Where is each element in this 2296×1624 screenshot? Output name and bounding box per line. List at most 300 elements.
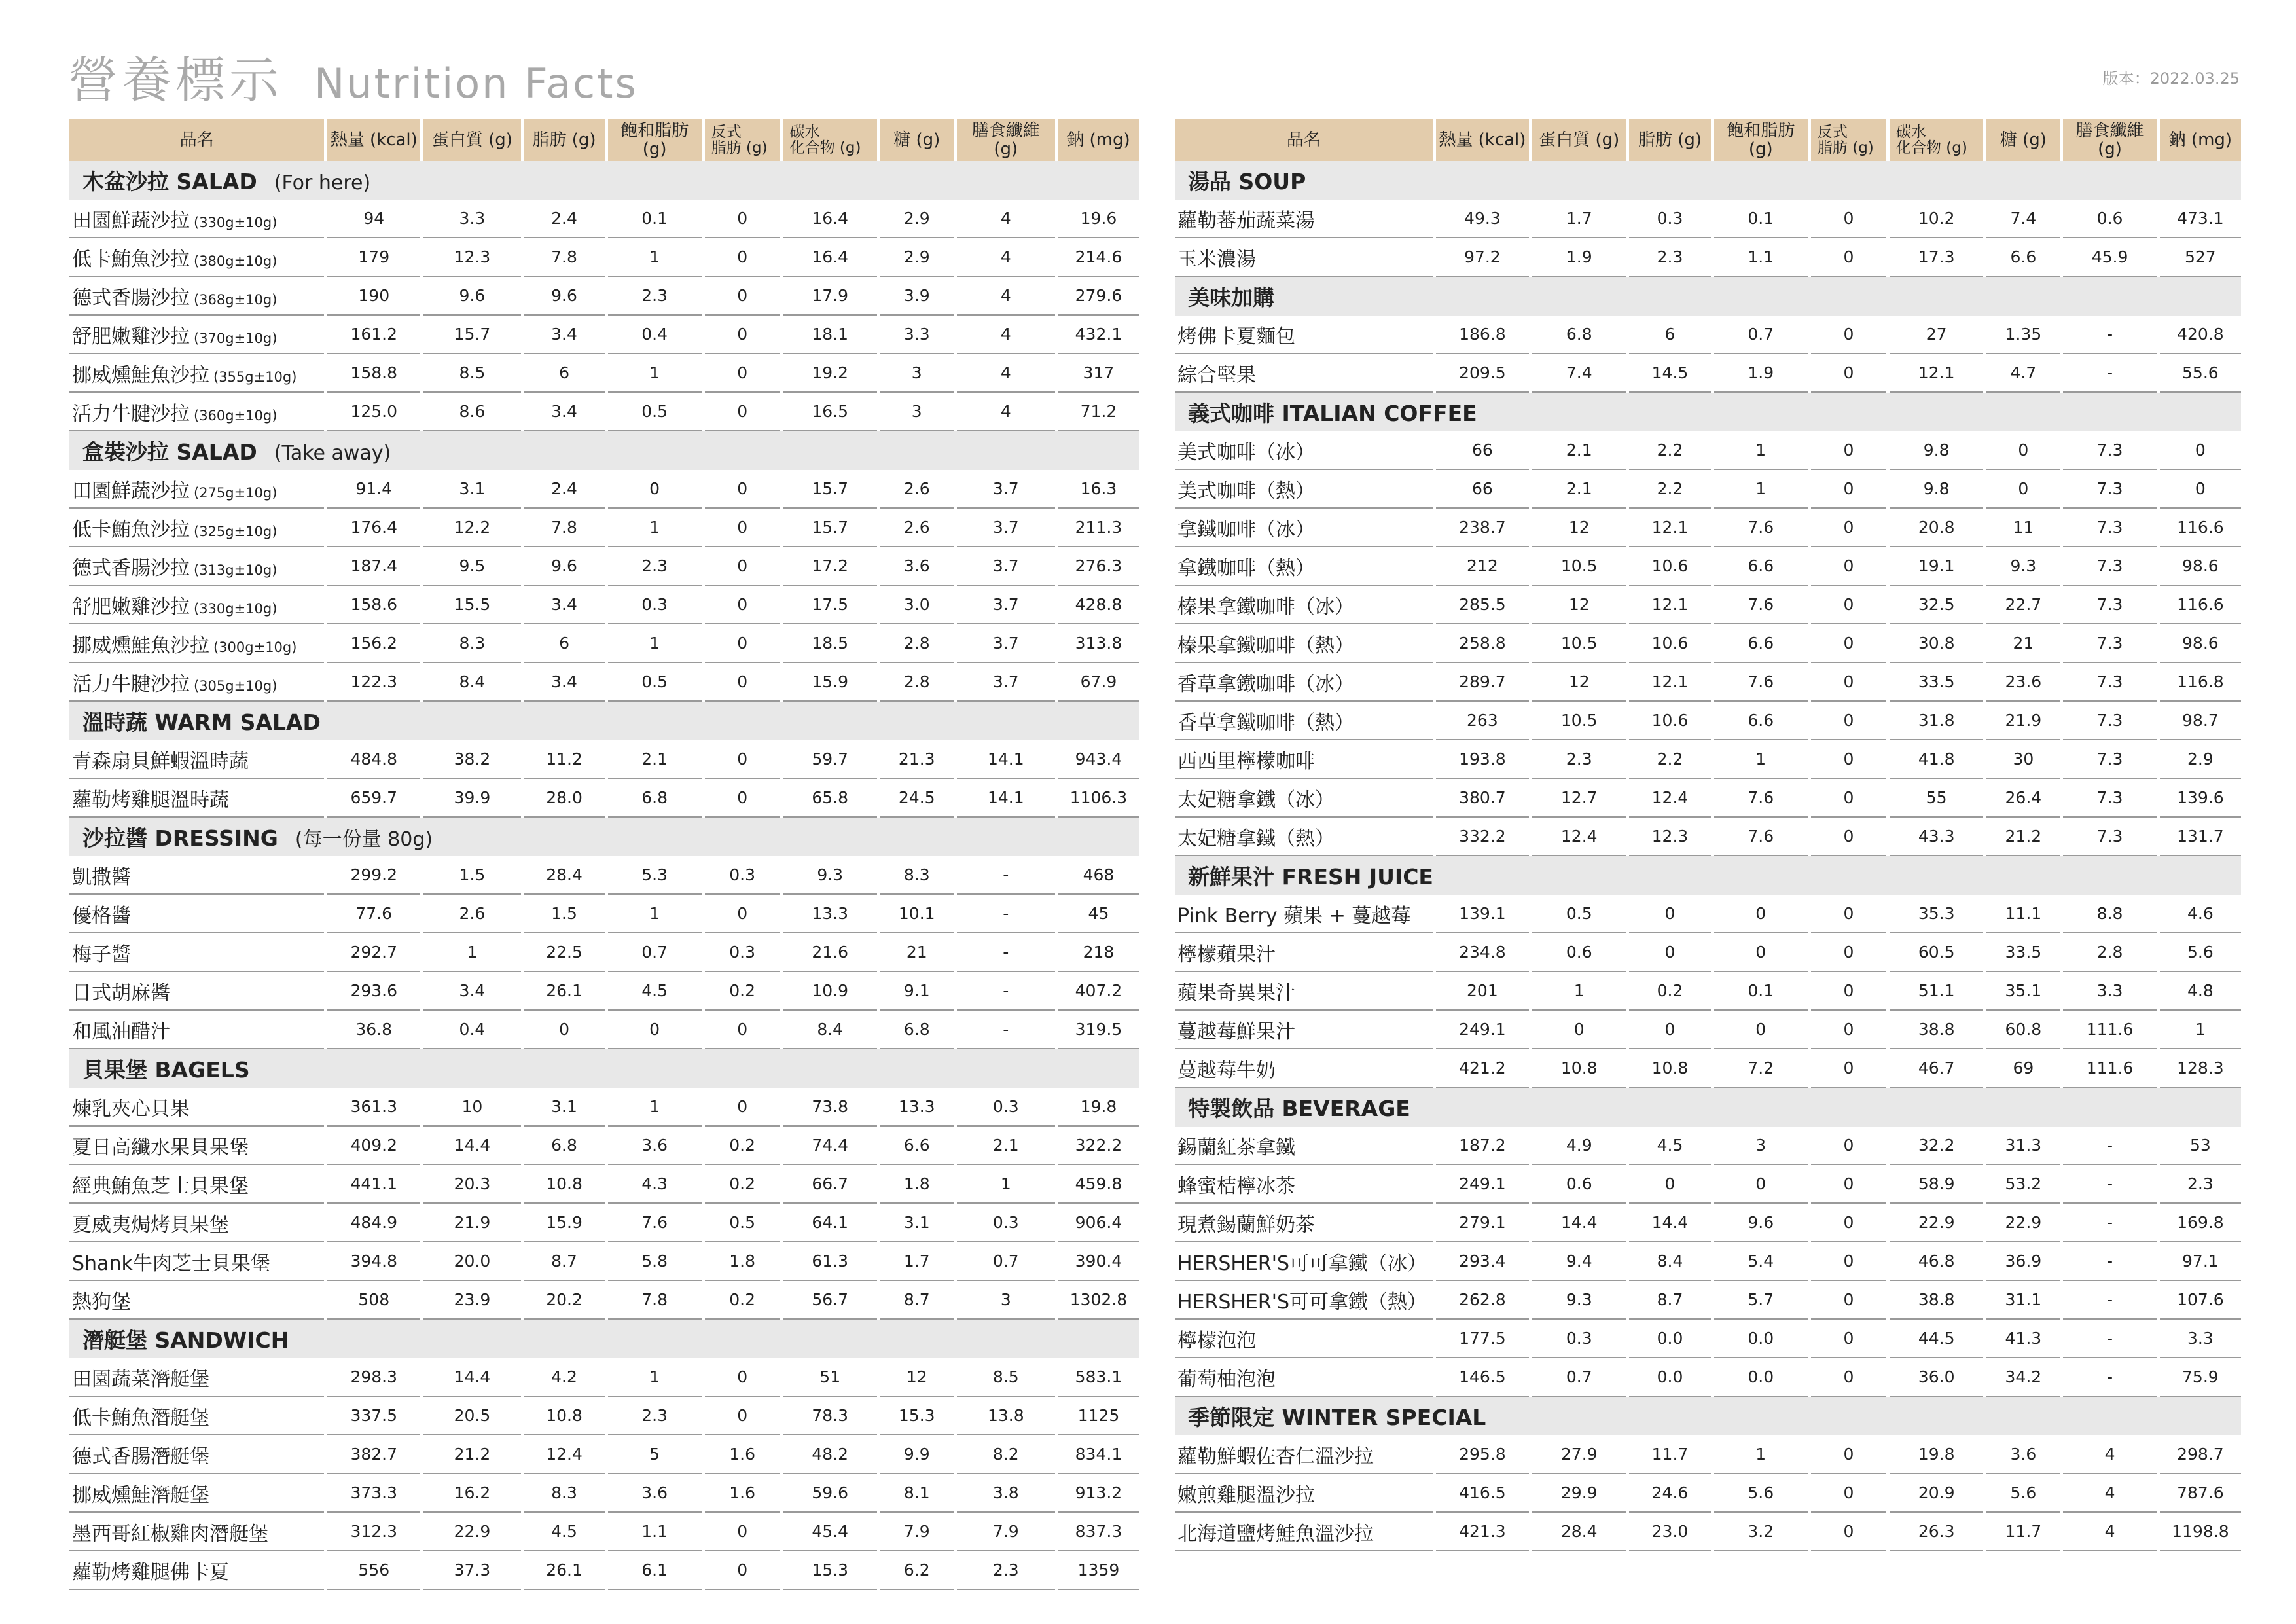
item-name: 榛果拿鐵咖啡（冰） — [1177, 595, 1354, 619]
item-weight: (368g±10g) — [194, 291, 278, 308]
value-fat: 0 — [1629, 1011, 1710, 1049]
item-name: 蔓越莓鮮果汁 — [1177, 1020, 1295, 1043]
value-transfat: 0 — [1811, 1204, 1886, 1242]
item-name: 夏日高纖水果貝果堡 — [72, 1136, 249, 1159]
value-fiber: - — [957, 933, 1055, 972]
item-name: 墨西哥紅椒雞肉潛艇堡 — [72, 1522, 268, 1545]
value-carb: 9.8 — [1890, 431, 1983, 470]
value-fiber: - — [957, 1011, 1055, 1049]
value-fat: 3.1 — [524, 1088, 605, 1127]
value-transfat: 0 — [1811, 470, 1886, 509]
value-kcal: 238.7 — [1436, 509, 1529, 547]
table-row — [69, 740, 1139, 779]
value-transfat: 0 — [1811, 1358, 1886, 1397]
value-satfat: 0.3 — [608, 586, 702, 624]
item-name-cell — [1175, 586, 1433, 624]
item-name-cell — [69, 200, 324, 238]
value-protein: 10.5 — [1532, 547, 1626, 586]
value-carb: 51.1 — [1890, 972, 1983, 1011]
table-row — [69, 1088, 1139, 1127]
value-sugar: 3.0 — [880, 586, 954, 624]
item-name: 活力牛腱沙拉 — [72, 672, 190, 696]
value-fat: 9.6 — [524, 547, 605, 586]
page-title — [68, 41, 638, 109]
value-carb: 16.5 — [783, 393, 877, 431]
value-fat: 2.3 — [1629, 238, 1710, 277]
item-name-cell — [1175, 200, 1433, 238]
value-transfat: 0 — [1811, 238, 1886, 277]
value-fat: 9.6 — [524, 277, 605, 316]
value-kcal: 299.2 — [327, 856, 420, 895]
value-sodium: 107.6 — [2160, 1281, 2241, 1320]
item-name-cell — [69, 1513, 324, 1551]
value-transfat: 0 — [705, 624, 780, 663]
value-carb: 12.1 — [1890, 354, 1983, 393]
value-kcal: 416.5 — [1436, 1474, 1529, 1513]
value-sodium: 837.3 — [1058, 1513, 1139, 1551]
item-name: Pink Berry 蘋果 + 蔓越莓 — [1177, 904, 1411, 928]
table-row — [1175, 1204, 2241, 1242]
value-carb: 55 — [1890, 779, 1983, 818]
section-title: 湯品 SOUP — [1188, 169, 1306, 194]
value-fiber: 3.8 — [957, 1474, 1055, 1513]
value-protein: 12.2 — [423, 509, 520, 547]
item-name-cell — [1175, 431, 1433, 470]
value-sugar: 5.6 — [1986, 1474, 2060, 1513]
value-fat: 10.6 — [1629, 624, 1710, 663]
item-name: HERSHER'S可可拿鐵（熱） — [1177, 1290, 1427, 1314]
value-sodium: 116.8 — [2160, 663, 2241, 702]
value-sugar: 69 — [1986, 1049, 2060, 1088]
value-sodium: 390.4 — [1058, 1242, 1139, 1281]
item-weight: (313g±10g) — [194, 562, 278, 578]
section-title-cell — [1175, 856, 2241, 895]
value-kcal: 94 — [327, 200, 420, 238]
value-fiber: 4 — [2063, 1435, 2156, 1474]
value-protein: 2.6 — [423, 895, 520, 933]
item-name-cell — [1175, 895, 1433, 933]
value-satfat: 5.4 — [1714, 1242, 1808, 1281]
value-sodium: 834.1 — [1058, 1435, 1139, 1474]
value-fat: 2.4 — [524, 200, 605, 238]
section-title-cell — [69, 702, 1139, 740]
value-transfat: 0 — [705, 1513, 780, 1551]
value-protein: 12.3 — [423, 238, 520, 277]
section-title-cell — [69, 818, 1139, 856]
item-weight: (325g±10g) — [194, 523, 278, 539]
table-row — [1175, 1474, 2241, 1513]
value-transfat: 0 — [1811, 1011, 1886, 1049]
table-row — [69, 1513, 1139, 1551]
value-carb: 20.9 — [1890, 1474, 1983, 1513]
item-name-cell — [1175, 1320, 1433, 1358]
item-name-cell — [69, 470, 324, 509]
value-satfat: 0 — [1714, 1165, 1808, 1204]
value-transfat: 0 — [1811, 933, 1886, 972]
value-kcal: 193.8 — [1436, 740, 1529, 779]
nutrition-table-left — [66, 119, 1142, 1590]
table-row — [69, 972, 1139, 1011]
value-carb: 20.8 — [1890, 509, 1983, 547]
value-fiber: - — [2063, 1242, 2156, 1281]
value-transfat: 0.2 — [705, 1127, 780, 1165]
col-name: 品名 — [69, 119, 324, 161]
section-title: 溫時蔬 WARM SALAD — [82, 710, 321, 735]
value-kcal: 441.1 — [327, 1165, 420, 1204]
value-sodium: 98.6 — [2160, 624, 2241, 663]
item-name-cell — [69, 509, 324, 547]
value-satfat: 1.9 — [1714, 354, 1808, 393]
value-fat: 15.9 — [524, 1204, 605, 1242]
value-protein: 0.4 — [423, 1011, 520, 1049]
table-row — [69, 1165, 1139, 1204]
value-sodium: 276.3 — [1058, 547, 1139, 586]
value-satfat: 0 — [1714, 895, 1808, 933]
value-kcal: 212 — [1436, 547, 1529, 586]
value-sodium: 1302.8 — [1058, 1281, 1139, 1320]
value-sugar: 3 — [880, 354, 954, 393]
item-name: 蘿勒烤雞腿溫時蔬 — [72, 788, 229, 812]
value-transfat: 0 — [705, 316, 780, 354]
item-name-cell — [1175, 624, 1433, 663]
value-carb: 46.7 — [1890, 1049, 1983, 1088]
value-kcal: 361.3 — [327, 1088, 420, 1127]
table-row — [69, 1281, 1139, 1320]
value-satfat: 6.8 — [608, 779, 702, 818]
item-name: 現煮錫蘭鮮奶茶 — [1177, 1213, 1315, 1236]
item-name-cell — [1175, 1474, 1433, 1513]
item-name-cell — [1175, 1049, 1433, 1088]
table-row — [1175, 933, 2241, 972]
value-satfat: 0.7 — [1714, 316, 1808, 354]
table-row — [69, 586, 1139, 624]
value-fat: 23.0 — [1629, 1513, 1710, 1551]
value-satfat: 1 — [608, 354, 702, 393]
item-name-cell — [1175, 354, 1433, 393]
value-sodium: 2.3 — [2160, 1165, 2241, 1204]
value-satfat: 6.6 — [1714, 702, 1808, 740]
value-sodium: 169.8 — [2160, 1204, 2241, 1242]
value-satfat: 7.8 — [608, 1281, 702, 1320]
value-sodium: 211.3 — [1058, 509, 1139, 547]
value-transfat: 0 — [1811, 586, 1886, 624]
value-fat: 3.4 — [524, 393, 605, 431]
value-sugar: 21 — [1986, 624, 2060, 663]
section-title: 貝果堡 BAGELS — [82, 1057, 250, 1083]
value-satfat: 1 — [608, 624, 702, 663]
section-header-row — [1175, 393, 2241, 431]
value-sodium: 45 — [1058, 895, 1139, 933]
value-kcal: 234.8 — [1436, 933, 1529, 972]
value-sugar: 2.8 — [880, 624, 954, 663]
item-name-cell — [69, 663, 324, 702]
item-name-cell — [1175, 547, 1433, 586]
item-name-cell — [1175, 779, 1433, 818]
col-transfat — [705, 119, 780, 161]
value-protein: 8.5 — [423, 354, 520, 393]
table-row — [69, 663, 1139, 702]
item-name-cell — [1175, 1242, 1433, 1281]
value-fat: 6 — [1629, 316, 1710, 354]
section-title-cell — [1175, 1397, 2241, 1435]
section-title: 季節限定 WINTER SPECIAL — [1188, 1405, 1486, 1430]
value-fiber: 7.3 — [2063, 624, 2156, 663]
item-name: 蘿勒鮮蝦佐杏仁溫沙拉 — [1177, 1445, 1374, 1468]
value-satfat: 0.7 — [608, 933, 702, 972]
value-transfat: 0 — [1811, 509, 1886, 547]
value-carb: 17.5 — [783, 586, 877, 624]
value-transfat: 0.2 — [705, 972, 780, 1011]
item-name: 低卡鮪魚沙拉 — [72, 247, 190, 271]
value-fat: 11.2 — [524, 740, 605, 779]
section-title-cell — [1175, 277, 2241, 316]
value-kcal: 77.6 — [327, 895, 420, 933]
item-name: 美式咖啡（冰） — [1177, 441, 1315, 464]
value-carb: 27 — [1890, 316, 1983, 354]
value-transfat: 0 — [705, 663, 780, 702]
item-name: 青森扇貝鮮蝦溫時蔬 — [72, 749, 249, 773]
value-protein: 28.4 — [1532, 1513, 1626, 1551]
value-carb: 59.7 — [783, 740, 877, 779]
value-satfat: 2.3 — [608, 547, 702, 586]
value-fiber: - — [957, 856, 1055, 895]
value-carb: 15.3 — [783, 1551, 877, 1590]
value-sugar: 22.9 — [1986, 1204, 2060, 1242]
value-sugar: 6.6 — [1986, 238, 2060, 277]
value-sugar: 3.3 — [880, 316, 954, 354]
value-fiber: 7.3 — [2063, 663, 2156, 702]
item-name: 挪威燻鮭魚沙拉 — [72, 634, 209, 657]
value-sugar: 6.6 — [880, 1127, 954, 1165]
value-sugar: 11.1 — [1986, 895, 2060, 933]
item-name: 葡萄柚泡泡 — [1177, 1367, 1276, 1391]
table-row — [69, 1204, 1139, 1242]
value-carb: 38.8 — [1890, 1281, 1983, 1320]
section-title-cell — [1175, 1088, 2241, 1127]
value-fat: 0.3 — [1629, 200, 1710, 238]
value-sugar: 0 — [1986, 431, 2060, 470]
value-sodium: 53 — [2160, 1127, 2241, 1165]
value-carb: 15.7 — [783, 470, 877, 509]
value-fiber: - — [2063, 1127, 2156, 1165]
table-row — [69, 624, 1139, 663]
table-row — [69, 1011, 1139, 1049]
value-fat: 28.4 — [524, 856, 605, 895]
item-name-cell — [69, 933, 324, 972]
value-satfat: 0.5 — [608, 663, 702, 702]
table-row — [69, 1127, 1139, 1165]
col-kcal: 熱量 (kcal) — [1436, 119, 1529, 161]
value-carb: 60.5 — [1890, 933, 1983, 972]
col-fat: 脂肪 (g) — [524, 119, 605, 161]
value-fiber: 3.7 — [957, 586, 1055, 624]
value-satfat: 5.3 — [608, 856, 702, 895]
item-name: 蘋果奇異果汁 — [1177, 981, 1295, 1005]
value-fat: 1.5 — [524, 895, 605, 933]
value-carb: 35.3 — [1890, 895, 1983, 933]
value-sodium: 1198.8 — [2160, 1513, 2241, 1551]
value-satfat: 0 — [608, 470, 702, 509]
value-kcal: 249.1 — [1436, 1011, 1529, 1049]
value-transfat: 0 — [1811, 1435, 1886, 1474]
value-fat: 14.5 — [1629, 354, 1710, 393]
value-fat: 28.0 — [524, 779, 605, 818]
value-fat: 20.2 — [524, 1281, 605, 1320]
item-name: 檸檬泡泡 — [1177, 1329, 1256, 1352]
value-fiber: 7.3 — [2063, 431, 2156, 470]
value-satfat: 0.5 — [608, 393, 702, 431]
col-satfat: 飽和脂肪 (g) — [1714, 119, 1808, 161]
item-name: 田園鮮蔬沙拉 — [72, 209, 190, 232]
value-carb: 21.6 — [783, 933, 877, 972]
value-carb: 17.2 — [783, 547, 877, 586]
value-transfat: 0 — [1811, 1474, 1886, 1513]
value-sodium: 473.1 — [2160, 200, 2241, 238]
value-fat: 8.7 — [1629, 1281, 1710, 1320]
value-transfat: 0 — [705, 1011, 780, 1049]
col-fiber: 膳食纖維 (g) — [957, 119, 1055, 161]
item-name-cell — [1175, 702, 1433, 740]
value-sugar: 9.1 — [880, 972, 954, 1011]
value-transfat: 0 — [1811, 972, 1886, 1011]
value-kcal: 484.8 — [327, 740, 420, 779]
value-kcal: 285.5 — [1436, 586, 1529, 624]
value-fiber: 13.8 — [957, 1397, 1055, 1435]
item-name: 蘿勒烤雞腿佛卡夏 — [72, 1561, 229, 1584]
item-name: 田園鮮蔬沙拉 — [72, 479, 190, 503]
value-kcal: 394.8 — [327, 1242, 420, 1281]
value-kcal: 258.8 — [1436, 624, 1529, 663]
value-satfat: 1 — [608, 1088, 702, 1127]
value-fat: 0 — [1629, 933, 1710, 972]
value-fiber: 0.3 — [957, 1204, 1055, 1242]
value-fat: 0.0 — [1629, 1358, 1710, 1397]
value-kcal: 292.7 — [327, 933, 420, 972]
value-fiber: 7.3 — [2063, 779, 2156, 818]
value-protein: 0.3 — [1532, 1320, 1626, 1358]
table-row — [69, 509, 1139, 547]
value-sugar: 3.6 — [880, 547, 954, 586]
value-satfat: 7.2 — [1714, 1049, 1808, 1088]
value-transfat: 0 — [705, 200, 780, 238]
value-protein: 8.6 — [423, 393, 520, 431]
item-name: 德式香腸沙拉 — [72, 286, 190, 310]
value-fiber: 111.6 — [2063, 1011, 2156, 1049]
item-name: 蔓越莓牛奶 — [1177, 1058, 1276, 1082]
table-row — [1175, 740, 2241, 779]
item-name-cell — [69, 393, 324, 431]
value-transfat: 0 — [1811, 1049, 1886, 1088]
value-protein: 10.8 — [1532, 1049, 1626, 1088]
value-carb: 66.7 — [783, 1165, 877, 1204]
value-protein: 1 — [423, 933, 520, 972]
value-sodium: 317 — [1058, 354, 1139, 393]
col-name: 品名 — [1175, 119, 1433, 161]
value-satfat: 0 — [608, 1011, 702, 1049]
value-sodium: 4.6 — [2160, 895, 2241, 933]
section-title-cell — [69, 1049, 1139, 1088]
value-sugar: 26.4 — [1986, 779, 2060, 818]
value-protein: 14.4 — [423, 1127, 520, 1165]
value-kcal: 295.8 — [1436, 1435, 1529, 1474]
value-fat: 3.4 — [524, 663, 605, 702]
item-name-cell — [69, 740, 324, 779]
item-name: 低卡鮪魚沙拉 — [72, 518, 190, 541]
value-fiber: - — [2063, 316, 2156, 354]
value-satfat: 0.1 — [608, 200, 702, 238]
table-row — [69, 933, 1139, 972]
value-sodium: 583.1 — [1058, 1358, 1139, 1397]
value-carb: 64.1 — [783, 1204, 877, 1242]
value-transfat: 0 — [1811, 547, 1886, 586]
value-carb: 8.4 — [783, 1011, 877, 1049]
value-sugar: 21.9 — [1986, 702, 2060, 740]
value-fiber: 7.3 — [2063, 470, 2156, 509]
item-name-cell — [1175, 663, 1433, 702]
value-sugar: 6.8 — [880, 1011, 954, 1049]
value-sodium: 5.6 — [2160, 933, 2241, 972]
table-header-row — [69, 119, 1139, 161]
value-carb: 36.0 — [1890, 1358, 1983, 1397]
value-sugar: 33.5 — [1986, 933, 2060, 972]
value-kcal: 190 — [327, 277, 420, 316]
value-sodium: 0 — [2160, 470, 2241, 509]
value-fat: 2.2 — [1629, 470, 1710, 509]
item-name: 熱狗堡 — [72, 1290, 131, 1314]
section-header-row — [1175, 277, 2241, 316]
section-title-cell — [69, 1320, 1139, 1358]
section-title: 沙拉醬 DRESSING — [82, 825, 278, 851]
value-sodium: 67.9 — [1058, 663, 1139, 702]
value-sugar: 4.7 — [1986, 354, 2060, 393]
value-transfat: 0 — [1811, 1513, 1886, 1551]
col-carb-line2: 化合物 (g) — [789, 139, 861, 156]
value-protein: 9.5 — [423, 547, 520, 586]
table-row — [1175, 895, 2241, 933]
value-satfat: 6.1 — [608, 1551, 702, 1590]
value-fiber: 7.3 — [2063, 702, 2156, 740]
value-protein: 39.9 — [423, 779, 520, 818]
value-protein: 12 — [1532, 663, 1626, 702]
value-sugar: 21.3 — [880, 740, 954, 779]
value-satfat: 4.5 — [608, 972, 702, 1011]
value-protein: 2.1 — [1532, 470, 1626, 509]
table-row — [69, 238, 1139, 277]
item-weight: (275g±10g) — [194, 484, 278, 501]
value-transfat: 0 — [1811, 702, 1886, 740]
value-kcal: 298.3 — [327, 1358, 420, 1397]
value-protein: 9.4 — [1532, 1242, 1626, 1281]
value-fiber: 7.9 — [957, 1513, 1055, 1551]
value-kcal: 122.3 — [327, 663, 420, 702]
value-protein: 2.3 — [1532, 740, 1626, 779]
value-fat: 7.8 — [524, 238, 605, 277]
value-transfat: 0 — [1811, 316, 1886, 354]
item-name: 低卡鮪魚潛艇堡 — [72, 1406, 209, 1430]
value-sugar: 24.5 — [880, 779, 954, 818]
col-transfat-line2: 脂肪 (g) — [711, 139, 768, 156]
value-fat: 3.4 — [524, 586, 605, 624]
value-fat: 8.4 — [1629, 1242, 1710, 1281]
value-fat: 26.1 — [524, 972, 605, 1011]
item-name: 太妃糖拿鐵（冰） — [1177, 788, 1335, 812]
value-transfat: 0 — [705, 779, 780, 818]
section-title: 新鮮果汁 FRESH JUICE — [1188, 864, 1433, 890]
item-name-cell — [1175, 972, 1433, 1011]
value-protein: 23.9 — [423, 1281, 520, 1320]
value-satfat: 3 — [1714, 1127, 1808, 1165]
value-kcal: 146.5 — [1436, 1358, 1529, 1397]
